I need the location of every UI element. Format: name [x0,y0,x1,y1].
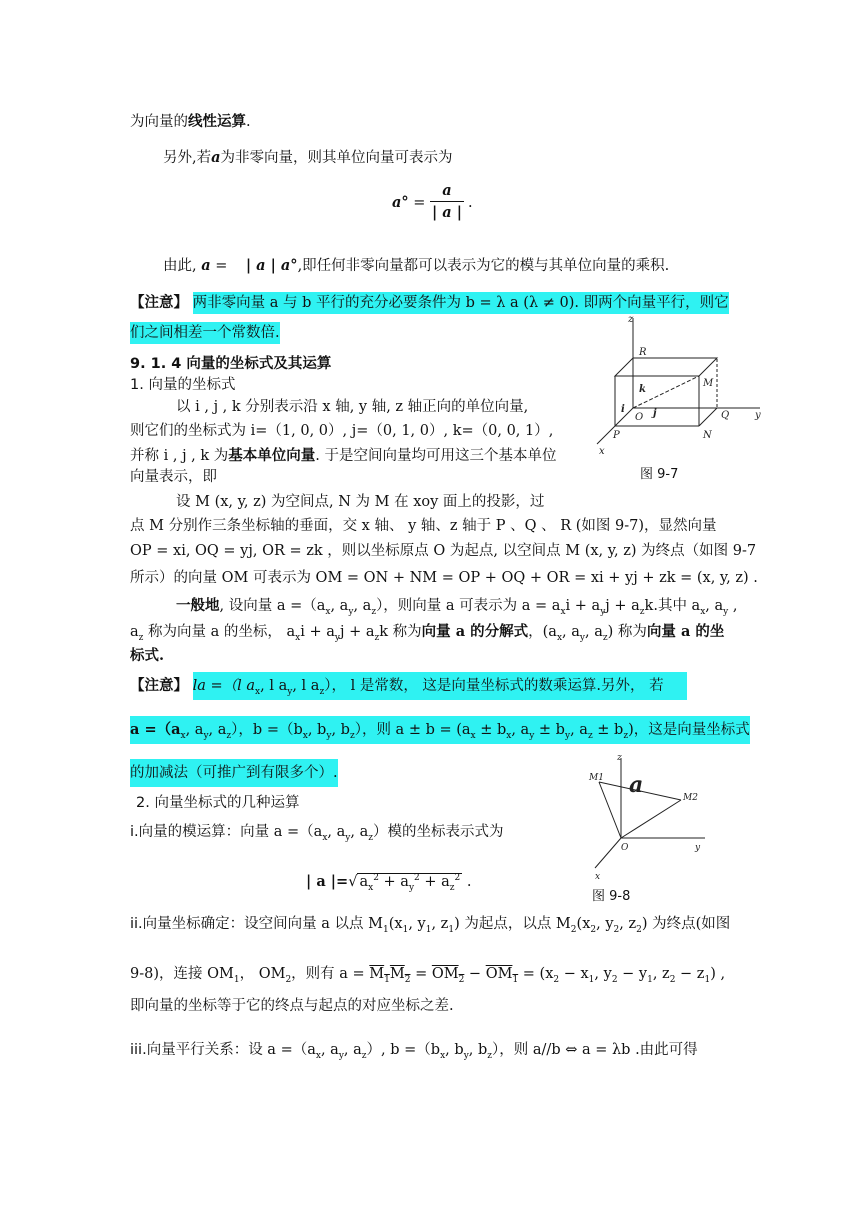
label-O: O [621,843,629,853]
p4-line4: 向量表示，即 [130,469,217,485]
formula-dot: . [466,873,472,890]
text: ， OM [239,966,286,982]
label-M2: M2 [683,793,698,803]
var-a: a [211,149,221,166]
p4-line3 [130,446,557,466]
op1-line: i.向量的模运算：向量 $a =(a_x$, $a_y$, $a_z$）模的坐标表示式为 [130,824,504,843]
text: 为非零向量，则其单位向量可表示为 [220,150,453,166]
text: 设 a =（a [248,1042,316,1058]
label-x: x [599,446,605,457]
p4-line6: 点 M 分别作三条坐标轴的垂面，交 x 轴、 y 轴、z 轴于 P 、Q 、 R (如图 9-7)，显然向量 [130,518,717,534]
text: la =（l a [192,678,256,694]
formula-eq: = [413,195,426,211]
text: ）模的坐标表示式为 [372,824,504,840]
text: )，这是向量坐标式 [628,722,750,738]
note-1-line2 [130,323,280,343]
paragraph-linear-ops [130,112,251,132]
expr: | a | a° [245,257,298,274]
note-label: 【注意】 [130,295,188,311]
op-label: iii.向量平行关系： [130,1042,249,1058]
label-y: y [755,410,761,421]
note-text: 两非零向量 a 与 b 平行的充分必要条件为 b = λ a (λ ≠ 0). 即两个向量平行，则它 [193,292,729,314]
figure-9-8-caption: 图 9-8 [592,889,631,904]
p4-line2: 则它们的坐标式为 i=（1, 0, 0）, j=（0, 1, 0）, k=（0, 0, 1）, [130,423,554,439]
text: ）， l 是常数， 这是向量坐标式的数乘运算.另外， 若 [324,678,664,694]
p5-line1: 一般地, 设向量 $a =(a_x$, $a_y$, $a_z$），则向量 a 可表示为 $a = a_xi + a_yj + a_zk$.其中 $a_x$, $a_y$ , [176,597,738,617]
p4-line7: OP = xi, OQ = yj, OR = zk ，则以坐标原点 O 为起点, 以空间点 M (x, y, z) 为终点（如图 9-7 [130,543,757,559]
text: = [215,258,228,274]
p4-line1: 以 i , j , k 分别表示沿 x 轴, y 轴, z 轴正向的单位向量, [176,399,529,415]
label-N: N [703,430,712,441]
p5-line3 [130,646,164,666]
text: ），则 a//b ⇔ a = λb .由此可得 [492,1042,698,1058]
p4-line5: 设 M (x, y, z) 为空间点, N 为 M 在 xoy 面上的投影，过 [176,494,545,510]
bold-term: 线性运算 [188,113,246,130]
label-y: y [695,843,701,853]
formula-unit-lhs [392,193,425,213]
section-title: 9. 1. 4 向量的坐标式及其运算 [130,356,332,372]
text: ），则向量 a 可表示为 a = a [376,598,561,614]
label-P: P [613,430,620,441]
op-label: ii.向量坐标确定： [130,916,245,932]
note-2-line3 [130,763,338,783]
p5-line2: $a_z$ 称为向量 a 的坐标， $a_xi + a_yj + a_zk$ 称为向量 a 的分解式，($a_x$, $a_y$, $a_z$) 称为向量 a 的坐 [130,623,725,643]
bold-term: 基本单位向量 [228,447,316,464]
op3-line: iii.向量平行关系：设 $a =(a_x$, $a_y$, $a_z$）, $b =(b_x$, $b_y$, $b_z$），则 a//b ⇔ a = λb .由此可得 [130,1042,698,1061]
text: . 于是空间向量均可用这三个基本单位 [315,448,557,464]
formula-lhs: | a |= [306,872,349,890]
label-k: k [639,384,646,395]
op-label: i.向量的模运算： [130,824,241,840]
text: ,即任何非零向量都可以表示为它的模与其单位向量的乘积. [297,258,670,274]
label-z: z [617,753,622,763]
fraction-denominator: | a | [431,204,463,221]
label-M1: M1 [589,773,604,783]
text: 另外,若 [163,150,212,166]
formula-lhs: a° [392,194,409,211]
label-R: R [639,347,647,358]
label-M: M [703,378,714,389]
text: 设空间向量 a 以点 M [244,916,383,932]
op2-line1: ii.向量坐标确定：设空间向量 a 以点 $M_1(x_1$, $y_1$, $z_1$) 为起点，以点 $M_2(x_2$, $y_2$, $z_2$) 为终点(如图 [130,916,731,935]
text: 的加减法（可推广到有限多个）. [130,759,338,787]
bold-term: 一般地 [176,597,220,614]
text: 向量 a =（a [240,824,323,840]
label-O: O [635,412,644,423]
text: 9-8)，连接 OM [130,966,234,982]
note-2-text-1: la =（l $a_x$, l $a_y$, l $a_z$）， l 是常数， 这是向量坐标式的数乘运算.另外， 若 [193,672,687,700]
note-text: 们之间相差一个常数倍. [130,322,280,344]
var-a: a [201,257,211,274]
figure-9-7 [585,308,775,458]
label-i: i [621,404,625,415]
text: 为向量的 [130,114,188,130]
op1-formula: | a |=√ $a_x^2 + a_y^2 + a_z^2$ . [306,872,472,893]
fraction-bar [430,201,464,202]
label-Q: Q [721,410,730,421]
formula-unit-fraction [430,182,464,221]
fraction-numerator: a [442,182,452,199]
text: ），b =（b [231,722,303,738]
text: a =（a [130,721,181,738]
note-2-line2 [130,720,750,746]
paragraph-modulus-product [163,256,669,276]
label-z: z [628,314,634,325]
p4-line8: 所示）的向量 OM 可表示为 OM = ON + NM = OP + OQ + OR = xi + yj + zk = (x, y, z) . [130,570,758,586]
text: 称为向量 a 的坐标， a [148,624,296,640]
subsection-title: 1. 向量的坐标式 [130,377,236,393]
label-x: x [595,872,601,882]
note-2-line1 [130,676,687,702]
figure-9-8 [585,752,715,882]
formula-dot: . [468,195,473,211]
label-j: j [653,408,657,419]
text: ) 为起点，以点 M [454,916,571,932]
op2-line2: 9-8)，连接 $OM_1$， $OM_2$，则有 $a = M_1M_2 = OM_2 - OM_1 = (x_2 - x_1$, $y_2 - y_1$, $z_2 - z_1$) , [130,966,726,985]
label-a: a [629,772,644,798]
figure-9-7-caption: 图 9-7 [640,467,679,482]
text: .其中 a [653,598,701,614]
subsection-2-title: 2. 向量坐标式的几种运算 [136,795,300,811]
note-2-text-2: $a =(a_x$, $a_y$, $a_z$），$b =(b_x$, $b_y$, $b_z$），则 $a \pm b = (a_x \pm b_x$, $a_y \pm b_y$, $a_z \pm b_z$)，这是向量坐标式 [130,716,750,744]
text: ），则 a ± b = (a [354,722,471,738]
text: 并称 i , j , k 为 [130,448,229,464]
text: ）, b =（b [366,1042,441,1058]
text: ) 为终点(如图 [641,916,731,932]
op2-line3: 即向量的坐标等于它的终点与起点的对应坐标之差. [130,998,454,1014]
paragraph-unit-vector [163,148,453,168]
text: ，则有 a = [291,966,365,982]
text: 由此, [163,258,197,274]
note-label: 【注意】 [130,678,188,694]
text: . [246,114,251,130]
text: , 设向量 a =（a [219,598,326,614]
bold-term: 标式. [130,647,165,664]
